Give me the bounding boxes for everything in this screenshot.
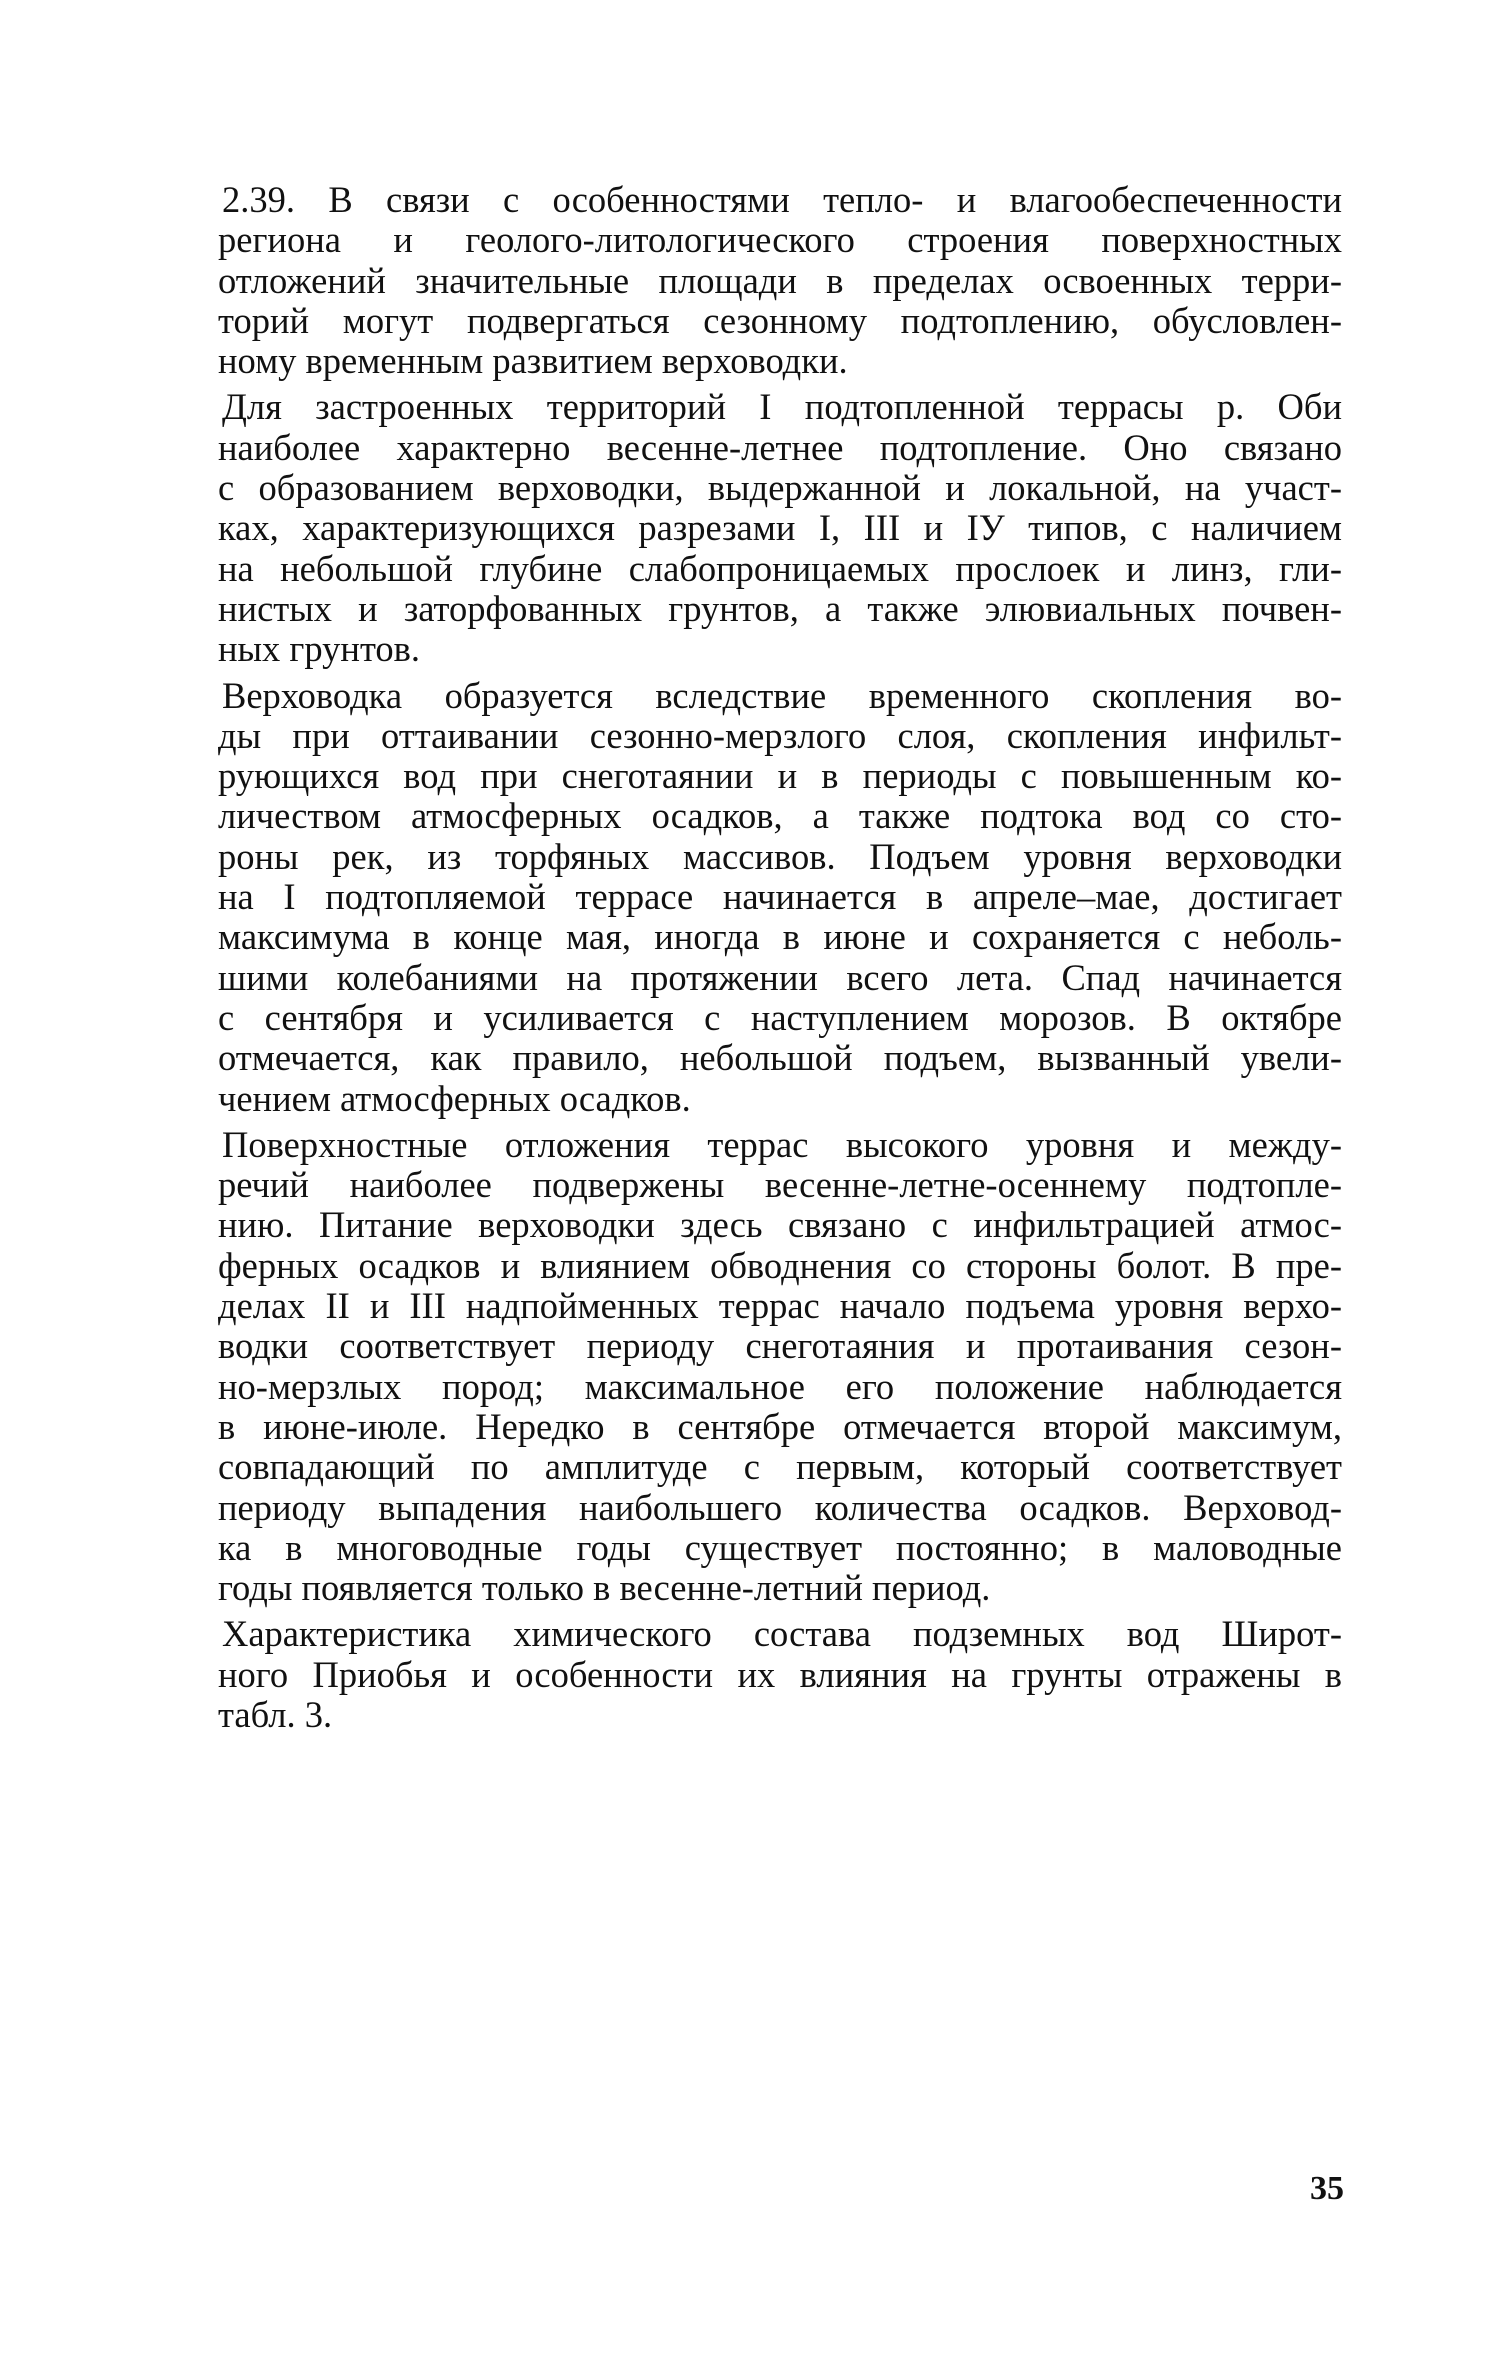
- text-line: ных грунтов.: [218, 628, 421, 670]
- text-line: в июне-июле. Нередко в сентябре отмечается второй максимум,: [218, 1405, 1342, 1447]
- paragraph-terrace-1: [218, 387, 1342, 669]
- text-line: региона и геолого-литологического строения поверхностных: [218, 219, 1342, 261]
- text-line: отложений значительные площади в пределах освоенных терри-: [218, 259, 1342, 301]
- text-line: на I подтопляемой террасе начинается в апреле–мае, достигает: [218, 876, 1342, 918]
- text-line: Характеристика химического состава подземных вод Широт-: [222, 1613, 1342, 1655]
- text-line: ка в многоводные годы существует постоянно; в маловодные: [218, 1526, 1342, 1568]
- document-body: [218, 180, 1342, 1741]
- text-line: табл. 3.: [218, 1693, 333, 1735]
- text-line: отмечается, как правило, небольшой подъем, вызванный увели-: [218, 1037, 1342, 1079]
- text-line: нистых и заторфованных грунтов, а также элювиальных почвен-: [218, 587, 1342, 629]
- text-line: периоду выпадения наибольшего количества осадков. Верховод-: [218, 1486, 1342, 1528]
- text-line: ному временным развитием верховодки.: [218, 340, 848, 382]
- text-line: водки соответствует периоду снеготаяния и протаивания сезон-: [218, 1325, 1342, 1367]
- text-line: ках, характеризующихся разрезами I, III и IУ типов, с наличием: [218, 507, 1342, 549]
- text-line: Поверхностные отложения террас высокого уровня и между-: [222, 1123, 1342, 1165]
- text-line: Верховодка образуется вследствие временного скопления во-: [222, 674, 1342, 716]
- text-line: речий наиболее подвержены весенне-летне-осеннему подтопле-: [218, 1164, 1342, 1206]
- text-line: нию. Питание верховодки здесь связано с инфильтрацией атмос-: [218, 1204, 1342, 1246]
- text-line: торий могут подвергаться сезонному подтоплению, обусловлен-: [218, 299, 1342, 341]
- paragraph-surface-deposits: [218, 1125, 1342, 1609]
- page-number: 35: [1310, 2170, 1344, 2207]
- text-line: делах II и III надпойменных террас начало подъема уровня верхо-: [218, 1285, 1342, 1327]
- text-line: рующихся вод при снеготаянии и в периоды с повышенным ко-: [218, 755, 1342, 797]
- paragraph-perched-water: [218, 676, 1342, 1119]
- text-line: годы появляется только в весенне-летний период.: [218, 1567, 991, 1609]
- text-line: на небольшой глубине слабопроницаемых прослоек и линз, гли-: [218, 547, 1342, 589]
- text-line: максимума в конце мая, иногда в июне и сохраняется с неболь-: [218, 916, 1342, 958]
- text-line: ды при оттаивании сезонно-мерзлого слоя, скопления инфильт-: [218, 714, 1342, 756]
- text-line: ферных осадков и влиянием обводнения со стороны болот. В пре-: [218, 1244, 1342, 1286]
- text-line: чением атмосферных осадков.: [218, 1077, 691, 1119]
- text-line: Для застроенных территорий I подтопленной террасы р. Оби: [222, 386, 1342, 428]
- text-line: шими колебаниями на протяжении всего лета. Спад начинается: [218, 956, 1342, 998]
- text-line: но-мерзлых пород; максимальное его положение наблюдается: [218, 1365, 1342, 1407]
- text-line: роны рек, из торфяных массивов. Подъем уровня верховодки: [218, 835, 1342, 877]
- text-line: личеством атмосферных осадков, а также подтока вод со сто-: [218, 795, 1342, 837]
- paragraph-2-39: [218, 180, 1342, 381]
- text-line: с сентября и усиливается с наступлением морозов. В октябре: [218, 996, 1342, 1038]
- text-line: с образованием верховодки, выдержанной и локальной, на участ-: [218, 467, 1342, 509]
- paragraph-chemical-composition: [218, 1614, 1342, 1735]
- text-line: совпадающий по амплитуде с первым, который соответствует: [218, 1446, 1342, 1488]
- text-line: 2.39. В связи с особенностями тепло- и влагообеспеченности: [222, 179, 1342, 220]
- text-line: ного Приобья и особенности их влияния на грунты отражены в: [218, 1653, 1342, 1695]
- text-line: наиболее характерно весенне-летнее подтопление. Оно связано: [218, 426, 1342, 468]
